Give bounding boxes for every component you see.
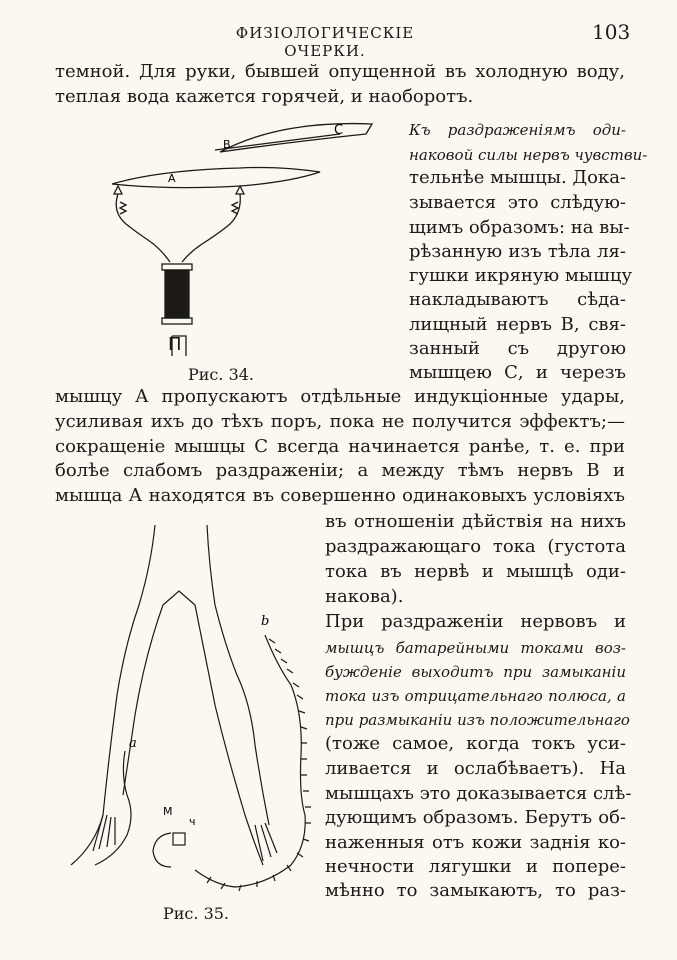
text-line: болѣе слабомъ раздраженiи; а между тѣмъ нервъ В и: [55, 460, 625, 481]
page-number: 103: [592, 20, 631, 44]
text-line: накладываютъ сѣда-: [409, 289, 626, 310]
text-line: Къ раздраженiямъ оди-: [409, 121, 626, 139]
text-line: мышцъ батарейными токами воз-: [325, 639, 626, 657]
text-line: мышца А находятся въ совершенно одинаковыхъ условiяхъ: [55, 485, 625, 506]
figure-34-caption: Рис. 34.: [188, 365, 255, 384]
text-line: тока изъ отрицательнаго полюса, а: [325, 687, 626, 705]
text-line: При раздраженiи нервовъ и: [325, 611, 626, 632]
text-line: въ отношенiи дѣйствiя на нихъ: [325, 511, 626, 532]
text-line: темной. Для руки, бывшей опущенной въ холодную воду,: [55, 61, 625, 82]
text-line: щимъ образомъ: на вы-: [409, 217, 630, 238]
figure-35-drawing: [55, 515, 315, 905]
text-line: мышцахъ это доказывается слѣ-: [325, 783, 632, 804]
label-b-italic: b: [261, 614, 270, 629]
text-line: мышцу А пропускаютъ отдѣльные индукцiонные удары,: [55, 386, 625, 407]
figure-35-caption: Рис. 35.: [163, 904, 230, 923]
label-m: М: [163, 805, 173, 818]
label-a: А: [168, 172, 176, 185]
text-line: зывается это слѣдую-: [409, 192, 626, 213]
text-line: ливается и ослабѣваетъ). На: [325, 758, 626, 779]
text-line: лищный нервъ В, свя-: [409, 314, 626, 335]
label-c: С: [334, 123, 344, 138]
label-a-italic: a: [129, 736, 137, 751]
text-line: раздражающаго тока (густота: [325, 536, 626, 557]
text-line: накова).: [325, 586, 404, 607]
label-ch: ч: [189, 815, 196, 828]
text-line: занный съ другою: [409, 338, 626, 359]
text-line: сокращенiе мышцы С всегда начинается ранѣе, т. е. при: [55, 436, 625, 457]
text-line: (тоже самое, когда токъ уси-: [325, 733, 626, 754]
text-line: бужденiе выходитъ при замыканiи: [325, 663, 626, 681]
text-line: дующимъ образомъ. Берутъ об-: [325, 807, 626, 828]
text-line: мышцею С, и черезъ: [409, 362, 626, 383]
figure-34-drawing: [90, 112, 390, 362]
page-header: [0, 20, 677, 60]
text-line: мѣнно то замыкаютъ, то раз-: [325, 880, 626, 901]
text-line: рѣзанную изъ тѣла ля-: [409, 241, 626, 262]
text-line: гушки икряную мышцу: [409, 265, 633, 286]
text-line: тока въ нервѣ и мышцѣ оди-: [325, 561, 626, 582]
text-line: при размыканiи изъ положительнаго: [325, 711, 630, 729]
text-line: наковой силы нервъ чувстви-: [409, 146, 648, 164]
label-p-visible: П: [168, 334, 182, 355]
running-title: ФИЗIОЛОГИЧЕСКIЕ ОЧЕРКИ.: [235, 24, 415, 60]
text-line: тельнѣе мышцы. Дока-: [409, 167, 627, 188]
text-line: нечности лягушки и попере-: [325, 856, 626, 877]
text-line: наженныя отъ кожи заднiя ко-: [325, 832, 626, 853]
text-line: теплая вода кажется горячей, и наоборотъ.: [55, 86, 474, 107]
text-line: усиливая ихъ до тѣхъ поръ, пока не получится эффектъ;—: [55, 411, 625, 432]
label-b: В: [223, 138, 231, 151]
